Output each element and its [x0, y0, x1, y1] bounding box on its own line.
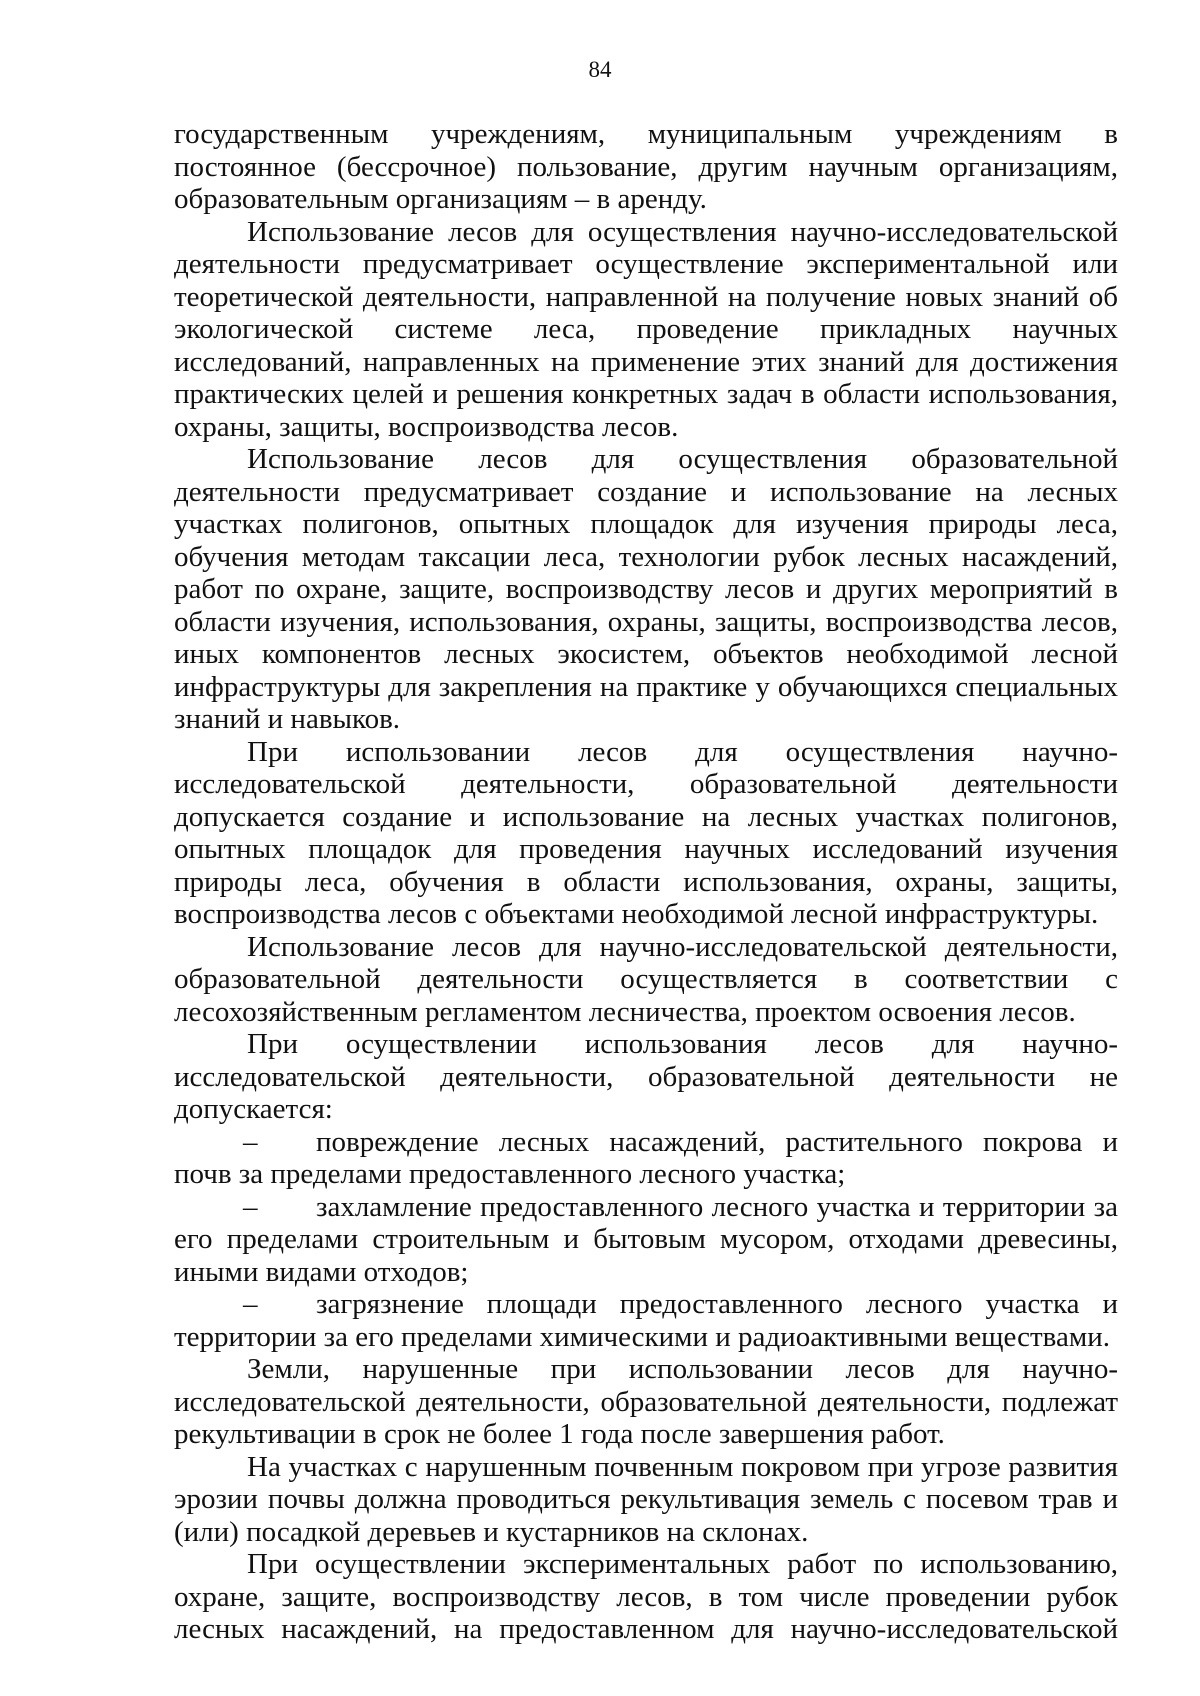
list-item — [174, 1288, 1118, 1353]
list-item — [174, 1126, 1118, 1191]
list-item-text: повреждение лесных насаждений, растительного покрова и почв за пределами предоставленного лесного участка; — [174, 1125, 1118, 1190]
paragraph-land-recultivation: Земли, нарушенные при использовании лесов для научно-исследовательской деятельности, образовательной деятельности, подлежат рекультивации в срок не более 1 года после завершения работ. — [174, 1353, 1118, 1450]
page-number: 84 — [588, 57, 612, 82]
paragraph-prohibitions-intro: При осуществлении использования лесов для научно-исследовательской деятельности, образовательной деятельности не допускается: — [174, 1028, 1118, 1125]
list-item-text: загрязнение площади предоставленного лесного участка и территории за его пределами химическими и радиоактивными веществами. — [174, 1288, 1118, 1353]
list-item — [174, 1191, 1118, 1289]
list-dash: – — [243, 1288, 258, 1320]
paragraph-research-use: Использование лесов для осуществления научно-исследовательской деятельности предусматривает осуществление экспериментальной или теоретической деятельности, направленной на получение новых знаний об экологической системе леса, проведение прикладных научных исследований, направленных на применение этих знаний для достижения практических целей и решения конкретных задач в области использования, охраны, защиты, воспроизводства лесов. — [174, 215, 1118, 443]
list-dash: – — [243, 1125, 258, 1158]
list-dash: – — [243, 1190, 258, 1223]
list-item-text: захламление предоставленного лесного участка и территории за его пределами строительным и бытовым мусором, отходами древесины, иными видами отходов; — [174, 1190, 1118, 1288]
document-body — [174, 118, 1118, 1646]
paragraph-polygons-allowed: При использовании лесов для осуществления научно-исследовательской деятельности, образовательной деятельности допускается создание и использование на лесных участках полигонов, опытных площадок для проведения научных исследований изучения природы леса, обучения в области использования, охраны, защиты, воспроизводства лесов с объектами необходимой лесной инфраструктуры. — [174, 735, 1118, 930]
paragraph-erosion-recultivation: На участках с нарушенным почвенным покровом при угрозе развития эрозии почвы должна проводиться рекультивация земель с посевом трав и (или) посадкой деревьев и кустарников на склонах. — [174, 1450, 1118, 1548]
paragraph-regulation-compliance: Использование лесов для научно-исследовательской деятельности, образовательной деятельности осуществляется в соответствии с лесохозяйственным регламентом лесничества, проектом освоения лесов. — [174, 930, 1118, 1028]
paragraph-experimental-works: При осуществлении экспериментальных работ по использованию, охране, защите, воспроизводству лесов, в том числе проведении рубок лесных насаждений, на предоставленном для научно-исследовательской — [174, 1548, 1118, 1645]
paragraph-educational-use: Использование лесов для осуществления образовательной деятельности предусматривает создание и использование на лесных участках полигонов, опытных площадок для изучения природы леса, обучения методам таксации леса, технологии рубок лесных насаждений, работ по охране, защите, воспроизводству лесов и других мероприятий в области изучения, использования, охраны, защиты, воспроизводства лесов, иных компонентов лесных экосистем, объектов необходимой лесной инфраструктуры для закрепления на практике у обучающихся специальных знаний и навыков. — [174, 443, 1118, 735]
paragraph-continuation: государственным учреждениям, муниципальным учреждениям в постоянное (бессрочное) пользование, другим научным организациям, образовательным организациям – в аренду. — [174, 118, 1118, 215]
